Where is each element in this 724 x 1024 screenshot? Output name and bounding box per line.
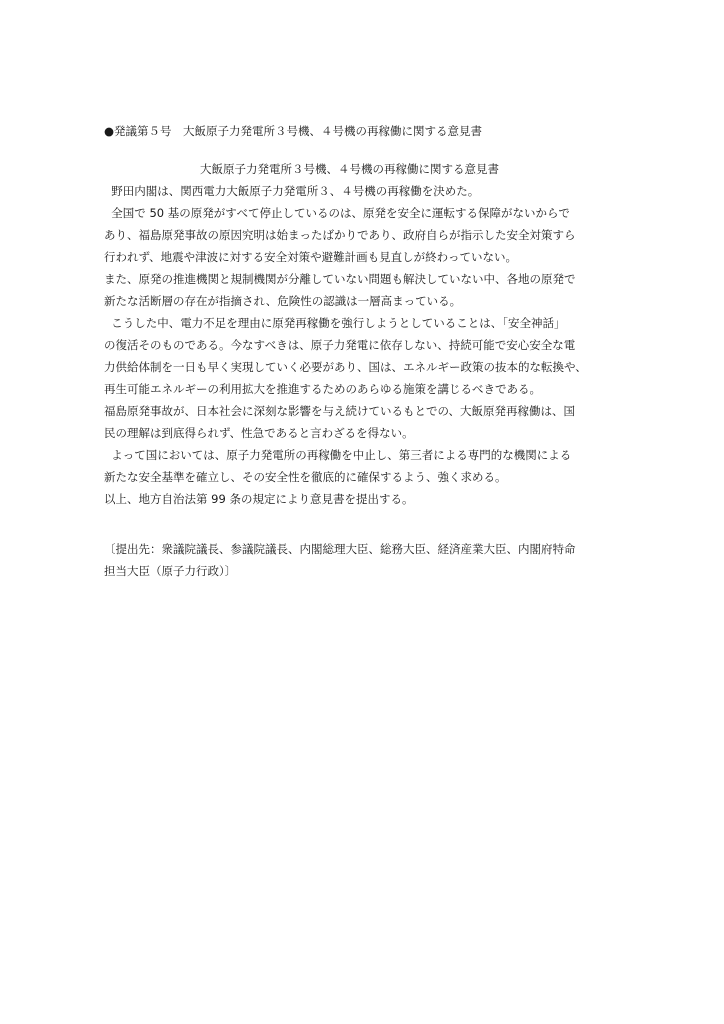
- submission-line: 〔提出先：衆議院議長、参議院議長、内閣総理大臣、総務大臣、経済産業大臣、内閣府特命: [104, 542, 576, 556]
- submission-recipients: [104, 538, 634, 582]
- body-line: こうした中、電力不足を理由に原発再稼働を強行しようとしていることは、「安全神話」: [104, 316, 566, 330]
- submission-line: 担当大臣（原子力行政）〕: [104, 564, 237, 578]
- body-line: の復活そのものである。今なすべきは、原子力発電に依存しない、持続可能で安心安全な電: [104, 338, 576, 352]
- body-line: 全国で 50 基の原発がすべて停止しているのは、原発を安全に運転する保障がないからで: [104, 206, 570, 220]
- body-line: 野田内閣は、関西電力大飯原子力発電所３、４号機の再稼働を決めた。: [104, 184, 480, 198]
- body-line: よって国においては、原子力発電所の再稼働を中止し、第三者による専門的な機関による: [104, 448, 572, 462]
- body-line: 再生可能エネルギーの利用拡大を推進するためのあらゆる施策を講じるべきである。: [104, 382, 541, 396]
- body-line: 福島原発事故が、日本社会に深刻な影響を与え続けているもとでの、大飯原発再稼働は、国: [104, 404, 576, 418]
- body-line: あり、福島原発事故の原因究明は始まったばかりであり、政府自らが指示した安全対策すら: [104, 228, 576, 242]
- document-header: ●発議第５号 大飯原子力発電所３号機、４号機の再稼働に関する意見書: [104, 124, 483, 138]
- body-line: 行われず、地震や津波に対する安全対策や避難計画も見直しが終わっていない。: [104, 250, 517, 264]
- body-line: 以上、地方自治法第 99 条の規定により意見書を提出する。: [104, 492, 414, 506]
- document-title: 大飯原子力発電所３号機、４号機の再稼働に関する意見書: [200, 162, 499, 176]
- body-line: 新たな安全基準を確立し、その安全性を徹底的に確保するよう、強く求める。: [104, 470, 507, 484]
- body-line: 力供給体制を一日も早く実現していく必要があり、国は、エネルギー政策の抜本的な転換や、: [104, 360, 587, 374]
- body-line: 民の理解は到底得られず、性急であると言わざるを得ない。: [104, 426, 414, 440]
- document-body: [104, 180, 634, 510]
- body-line: また、原発の推進機関と規制機関が分離していない問題も解決していない中、各地の原発で: [104, 272, 576, 286]
- body-line: 新たな活断層の存在が指摘され、危険性の認識は一層高まっている。: [104, 294, 462, 308]
